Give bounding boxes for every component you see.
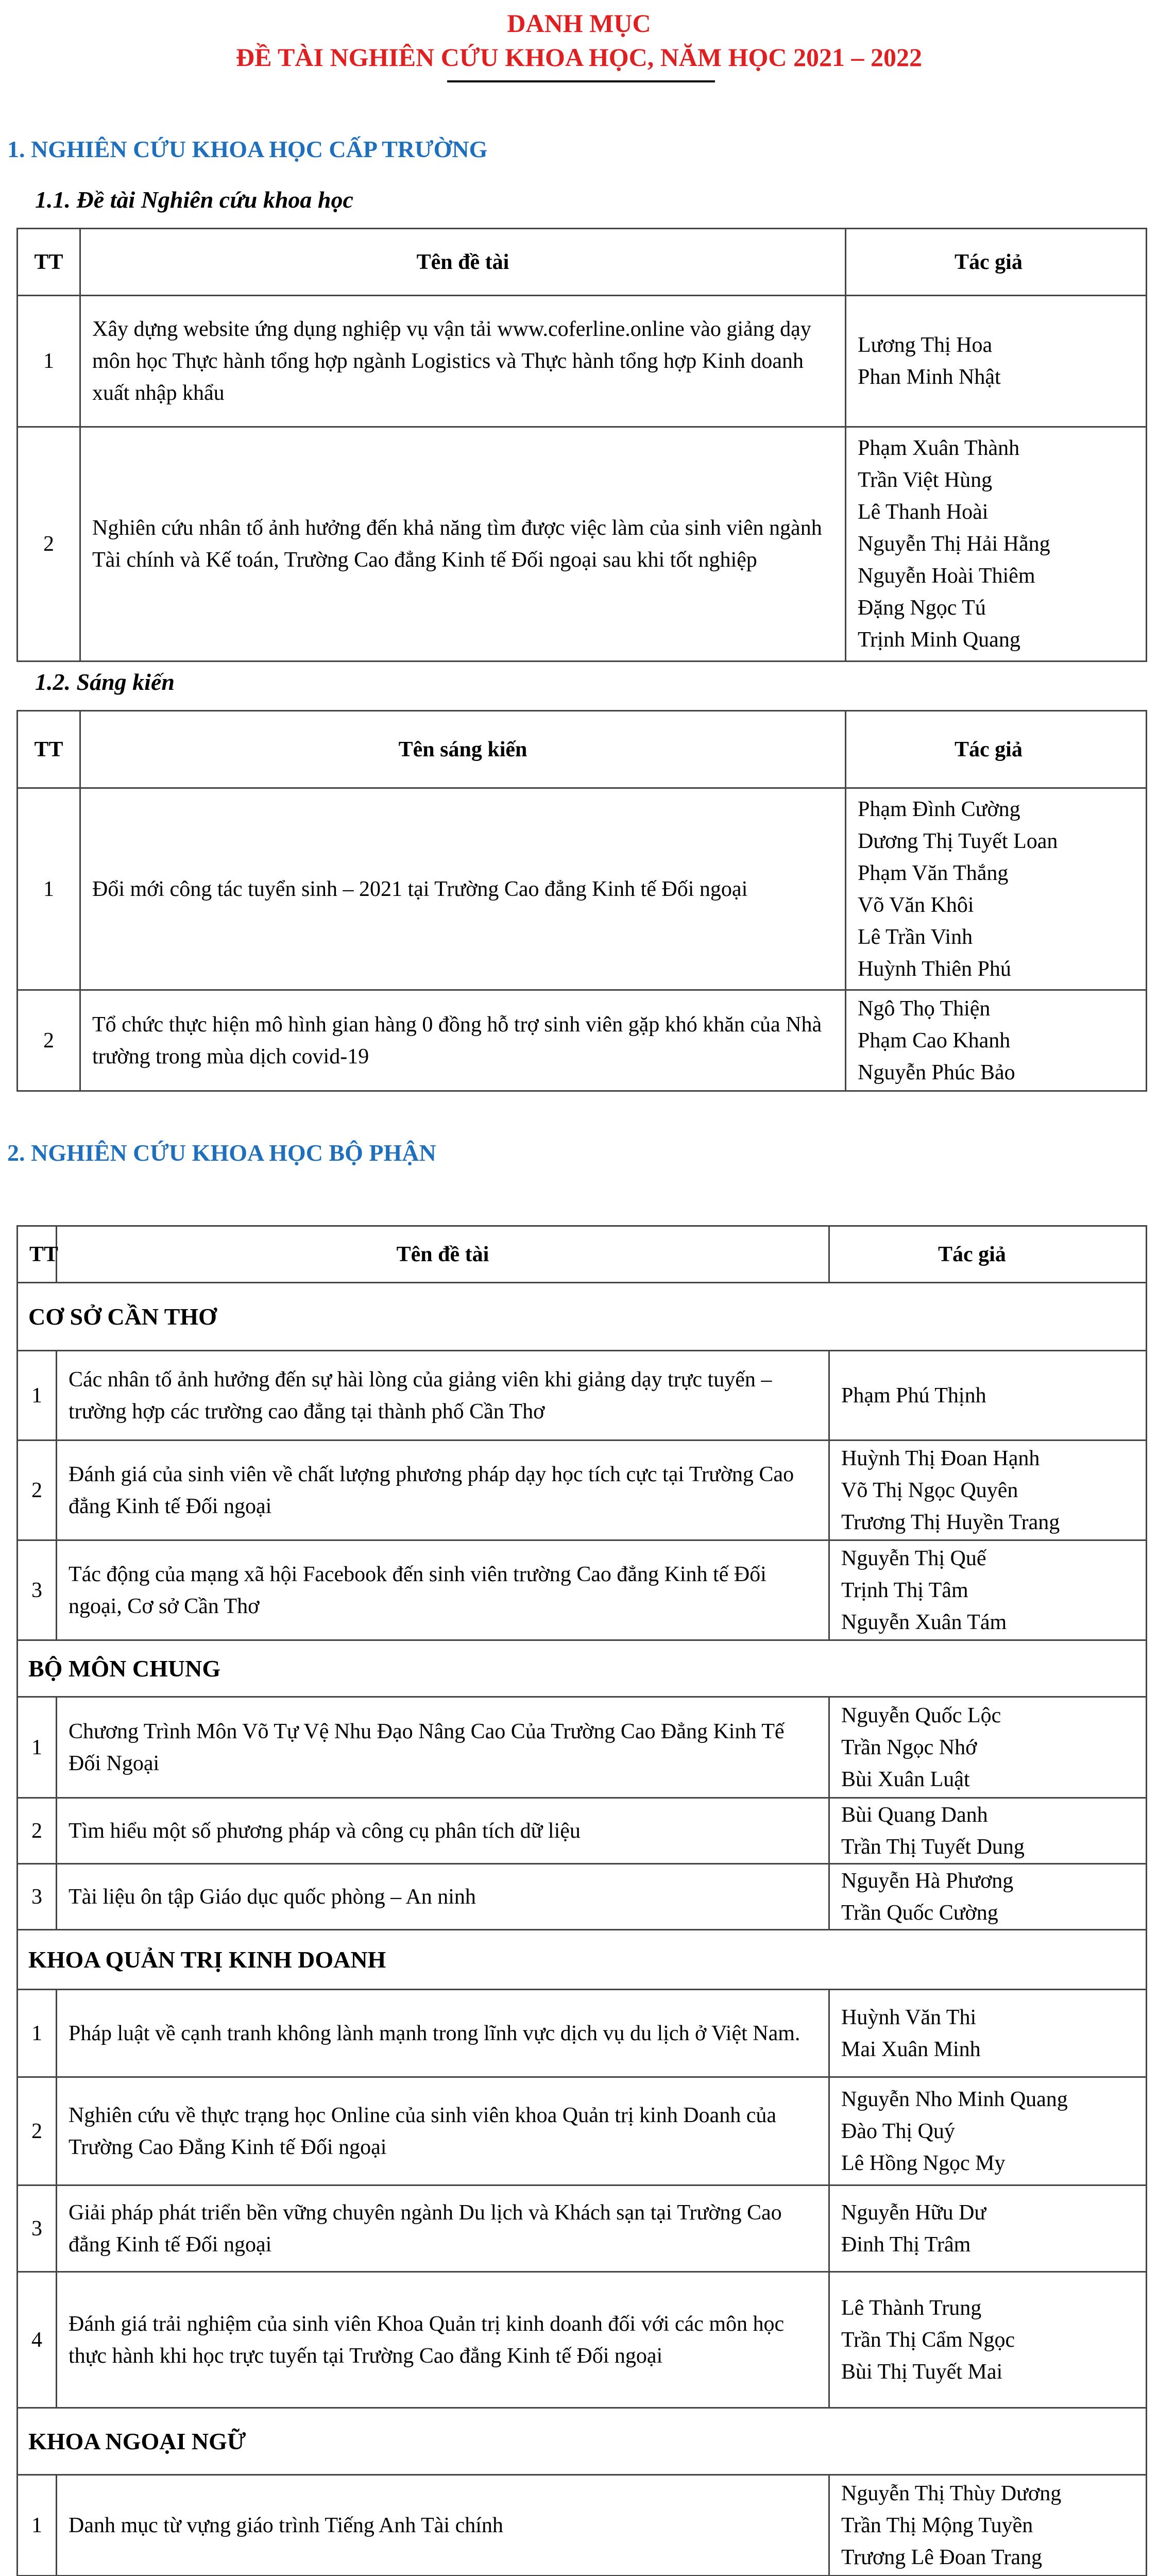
topic-title: Chương Trình Môn Võ Tự Vệ Nhu Đạo Nâng Cao Của Trường Cao Đẳng Kinh Tế Đối Ngoại: [57, 1697, 829, 1798]
author-name: Dương Thị Tuyết Loan: [858, 829, 1058, 853]
row-number: 1: [18, 788, 80, 990]
author-name: Phạm Phú Thịnh: [841, 1383, 986, 1408]
table-row: [18, 788, 1147, 990]
subsection-1-2-heading: 1.2. Sáng kiến: [35, 669, 175, 695]
topic-title: Tài liệu ôn tập Giáo dục quốc phòng – An ninh: [57, 1864, 829, 1930]
document-title: DANH MỤC: [507, 9, 651, 38]
col-tt-header: TT: [18, 1226, 57, 1283]
row-number: 1: [18, 2475, 57, 2576]
author-name: Ngô Thọ Thiện: [858, 996, 991, 1021]
author-name: Bùi Thị Tuyết Mai: [841, 2360, 1003, 2384]
initiative-title: Tổ chức thực hiện mô hình gian hàng 0 đồng hỗ trợ sinh viên gặp khó khăn của Nhà trường trong mùa dịch covid-19: [80, 990, 846, 1091]
author-list: [829, 2077, 1147, 2185]
topic-title: Giải pháp phát triển bền vững chuyên ngành Du lịch và Khách sạn tại Trường Cao đẳng Kinh tế Đối ngoại: [57, 2185, 829, 2272]
author-list: [829, 2475, 1147, 2576]
table-row: [18, 2077, 1147, 2185]
row-number: 3: [18, 2185, 57, 2272]
author-name: Bùi Xuân Luật: [841, 1767, 970, 1791]
research-topics-table: [16, 228, 1147, 662]
row-number: 2: [18, 1440, 57, 1540]
col-title-header: Tên sáng kiến: [80, 711, 846, 788]
author-name: Phạm Đình Cường: [858, 797, 1020, 821]
author-list: [846, 788, 1147, 990]
initiatives-table: [16, 710, 1147, 1092]
table-header-row: [18, 711, 1147, 788]
col-title-header: Tên đề tài: [57, 1226, 829, 1283]
table-row: [18, 1697, 1147, 1798]
author-name: Nguyễn Thị Quế: [841, 1546, 986, 1570]
author-list: [829, 1990, 1147, 2077]
table-row: [18, 990, 1147, 1091]
topic-title: Nghiên cứu nhân tố ảnh hưởng đến khả năng tìm được việc làm của sinh viên ngành Tài chính và Kế toán, Trường Cao đẳng Kinh tế Đối ngoại sau khi tốt nghiệp: [80, 427, 846, 662]
author-list: [846, 990, 1147, 1091]
author-name: Trương Thị Huyền Trang: [841, 1510, 1060, 1534]
table-row: [18, 1351, 1147, 1440]
row-number: 2: [18, 2077, 57, 2185]
author-name: Trương Lê Đoan Trang: [841, 2545, 1042, 2569]
row-number: 3: [18, 1540, 57, 1640]
author-name: Trần Việt Hùng: [858, 468, 993, 492]
author-name: Mai Xuân Minh: [841, 2037, 981, 2061]
department-research-table: [16, 1225, 1147, 2576]
group-name: BỘ MÔN CHUNG: [18, 1640, 1147, 1697]
author-list: [829, 1440, 1147, 1540]
group-name: KHOA QUẢN TRỊ KINH DOANH: [18, 1930, 1147, 1990]
group-row-can-tho: [18, 1283, 1147, 1351]
author-name: Võ Văn Khôi: [858, 893, 974, 917]
topic-title: Nghiên cứu về thực trạng học Online của sinh viên khoa Quản trị kinh Doanh của Trường Cao Đẳng Kinh tế Đối ngoại: [57, 2077, 829, 2185]
author-name: Lê Thanh Hoài: [858, 500, 989, 524]
group-name: CƠ SỞ CẦN THƠ: [18, 1283, 1147, 1351]
author-list: [829, 1540, 1147, 1640]
table-row: [18, 1540, 1147, 1640]
author-name: Nguyễn Phúc Bảo: [858, 1060, 1015, 1084]
col-tt-header: TT: [18, 229, 80, 296]
col-tt-header: TT: [18, 711, 80, 788]
author-list: [829, 1798, 1147, 1864]
row-number: 3: [18, 1864, 57, 1930]
initiative-title: Đổi mới công tác tuyển sinh – 2021 tại Trường Cao đẳng Kinh tế Đối ngoại: [80, 788, 846, 990]
author-name: Đặng Ngọc Tú: [858, 596, 986, 620]
author-name: Đinh Thị Trâm: [841, 2232, 971, 2257]
author-name: Lương Thị Hoa: [858, 333, 993, 357]
author-name: Phạm Xuân Thành: [858, 436, 1020, 460]
table-row: [18, 296, 1147, 427]
author-list: [829, 1697, 1147, 1798]
row-number: 1: [18, 1990, 57, 2077]
table-row: [18, 1440, 1147, 1540]
row-number: 2: [18, 1798, 57, 1864]
topic-title: Xây dựng website ứng dụng nghiệp vụ vận tải www.coferline.online vào giảng dạy môn học Thực hành tổng hợp ngành Logistics và Thực hành tổng hợp Kinh doanh xuất nhập khẩu: [80, 296, 846, 427]
author-name: Nguyễn Xuân Tám: [841, 1610, 1007, 1634]
author-name: Phạm Văn Thắng: [858, 861, 1009, 885]
topic-title: Tác động của mạng xã hội Facebook đến sinh viên trường Cao đẳng Kinh tế Đối ngoại, Cơ sở Cần Thơ: [57, 1540, 829, 1640]
author-name: Huỳnh Thị Đoan Hạnh: [841, 1446, 1040, 1470]
author-name: Trịnh Thị Tâm: [841, 1578, 968, 1602]
author-list: [829, 1864, 1147, 1930]
author-name: Nguyễn Thị Hải Hằng: [858, 532, 1050, 556]
topic-title: Đánh giá trải nghiệm của sinh viên Khoa Quản trị kinh doanh đối với các môn học thực hành khi học trực tuyến tại Trường Cao đẳng Kinh tế Đối ngoại: [57, 2272, 829, 2408]
author-name: Võ Thị Ngọc Quyên: [841, 1478, 1018, 1502]
topic-title: Đánh giá của sinh viên về chất lượng phương pháp dạy học tích cực tại Trường Cao đẳng Kinh tế Đối ngoại: [57, 1440, 829, 1540]
author-name: Nguyễn Hoài Thiêm: [858, 564, 1035, 588]
row-number: 1: [18, 1697, 57, 1798]
col-title-header: Tên đề tài: [80, 229, 846, 296]
author-name: Trần Thị Mộng Tuyền: [841, 2513, 1033, 2537]
author-list: [829, 2185, 1147, 2272]
author-name: Đào Thị Quý: [841, 2119, 955, 2143]
col-author-header: Tác giả: [829, 1226, 1147, 1283]
table-row: [18, 2185, 1147, 2272]
author-name: Nguyễn Hữu Dư: [841, 2200, 986, 2225]
topic-title: Các nhân tố ảnh hưởng đến sự hài lòng của giảng viên khi giảng dạy trực tuyến – trường hợp các trường cao đẳng tại thành phố Cần Thơ: [57, 1351, 829, 1440]
author-list: [829, 1351, 1147, 1440]
author-name: Huỳnh Thiên Phú: [858, 957, 1011, 981]
author-name: Trần Ngọc Nhớ: [841, 1735, 977, 1759]
author-name: Trần Thị Cẩm Ngọc: [841, 2328, 1015, 2352]
topic-title: Danh mục từ vựng giáo trình Tiếng Anh Tài chính: [57, 2475, 829, 2576]
author-name: Trần Quốc Cường: [841, 1901, 998, 1925]
table-row: [18, 427, 1147, 662]
table-row: [18, 1864, 1147, 1930]
subsection-1-1-heading: 1.1. Đề tài Nghiên cứu khoa học: [35, 187, 353, 213]
author-name: Lê Hồng Ngọc My: [841, 2151, 1006, 2175]
table-header-row: [18, 229, 1147, 296]
author-name: Trịnh Minh Quang: [858, 628, 1020, 652]
row-number: 1: [18, 1351, 57, 1440]
row-number: 2: [18, 990, 80, 1091]
title-underline: [447, 80, 715, 82]
author-name: Nguyễn Quốc Lộc: [841, 1703, 1001, 1727]
table-row: [18, 1798, 1147, 1864]
author-name: Phạm Cao Khanh: [858, 1028, 1011, 1053]
row-number: 1: [18, 296, 80, 427]
author-name: Nguyễn Nho Minh Quang: [841, 2087, 1068, 2111]
group-row-quan-tri-kinh-doanh: [18, 1930, 1147, 1990]
col-author-header: Tác giả: [846, 229, 1147, 296]
author-name: Bùi Quang Danh: [841, 1803, 988, 1827]
author-list: [829, 2272, 1147, 2408]
author-name: Nguyễn Thị Thùy Dương: [841, 2481, 1062, 2505]
author-name: Lê Trần Vinh: [858, 925, 973, 949]
group-name: KHOA NGOẠI NGỮ: [18, 2408, 1147, 2475]
topic-title: Pháp luật về cạnh tranh không lành mạnh trong lĩnh vực dịch vụ du lịch ở Việt Nam.: [57, 1990, 829, 2077]
table-row: [18, 1990, 1147, 2077]
author-list: [846, 296, 1147, 427]
author-name: Huỳnh Văn Thi: [841, 2005, 977, 2029]
row-number: 4: [18, 2272, 57, 2408]
group-row-ngoai-ngu: [18, 2408, 1147, 2475]
table-row: [18, 2272, 1147, 2408]
author-name: Lê Thành Trung: [841, 2296, 982, 2320]
author-name: Phan Minh Nhật: [858, 365, 1001, 389]
author-name: Nguyễn Hà Phương: [841, 1869, 1014, 1893]
table-row: [18, 2475, 1147, 2576]
table-header-row: [18, 1226, 1147, 1283]
section-1-heading: 1. NGHIÊN CỨU KHOA HỌC CẤP TRƯỜNG: [7, 136, 488, 162]
author-list: [846, 427, 1147, 662]
section-2-heading: 2. NGHIÊN CỨU KHOA HỌC BỘ PHẬN: [7, 1140, 436, 1166]
col-author-header: Tác giả: [846, 711, 1147, 788]
author-name: Trần Thị Tuyết Dung: [841, 1835, 1025, 1859]
group-row-bo-mon-chung: [18, 1640, 1147, 1697]
document-subtitle: ĐỀ TÀI NGHIÊN CỨU KHOA HỌC, NĂM HỌC 2021 – 2022: [235, 43, 922, 72]
row-number: 2: [18, 427, 80, 662]
topic-title: Tìm hiểu một số phương pháp và công cụ phân tích dữ liệu: [57, 1798, 829, 1864]
